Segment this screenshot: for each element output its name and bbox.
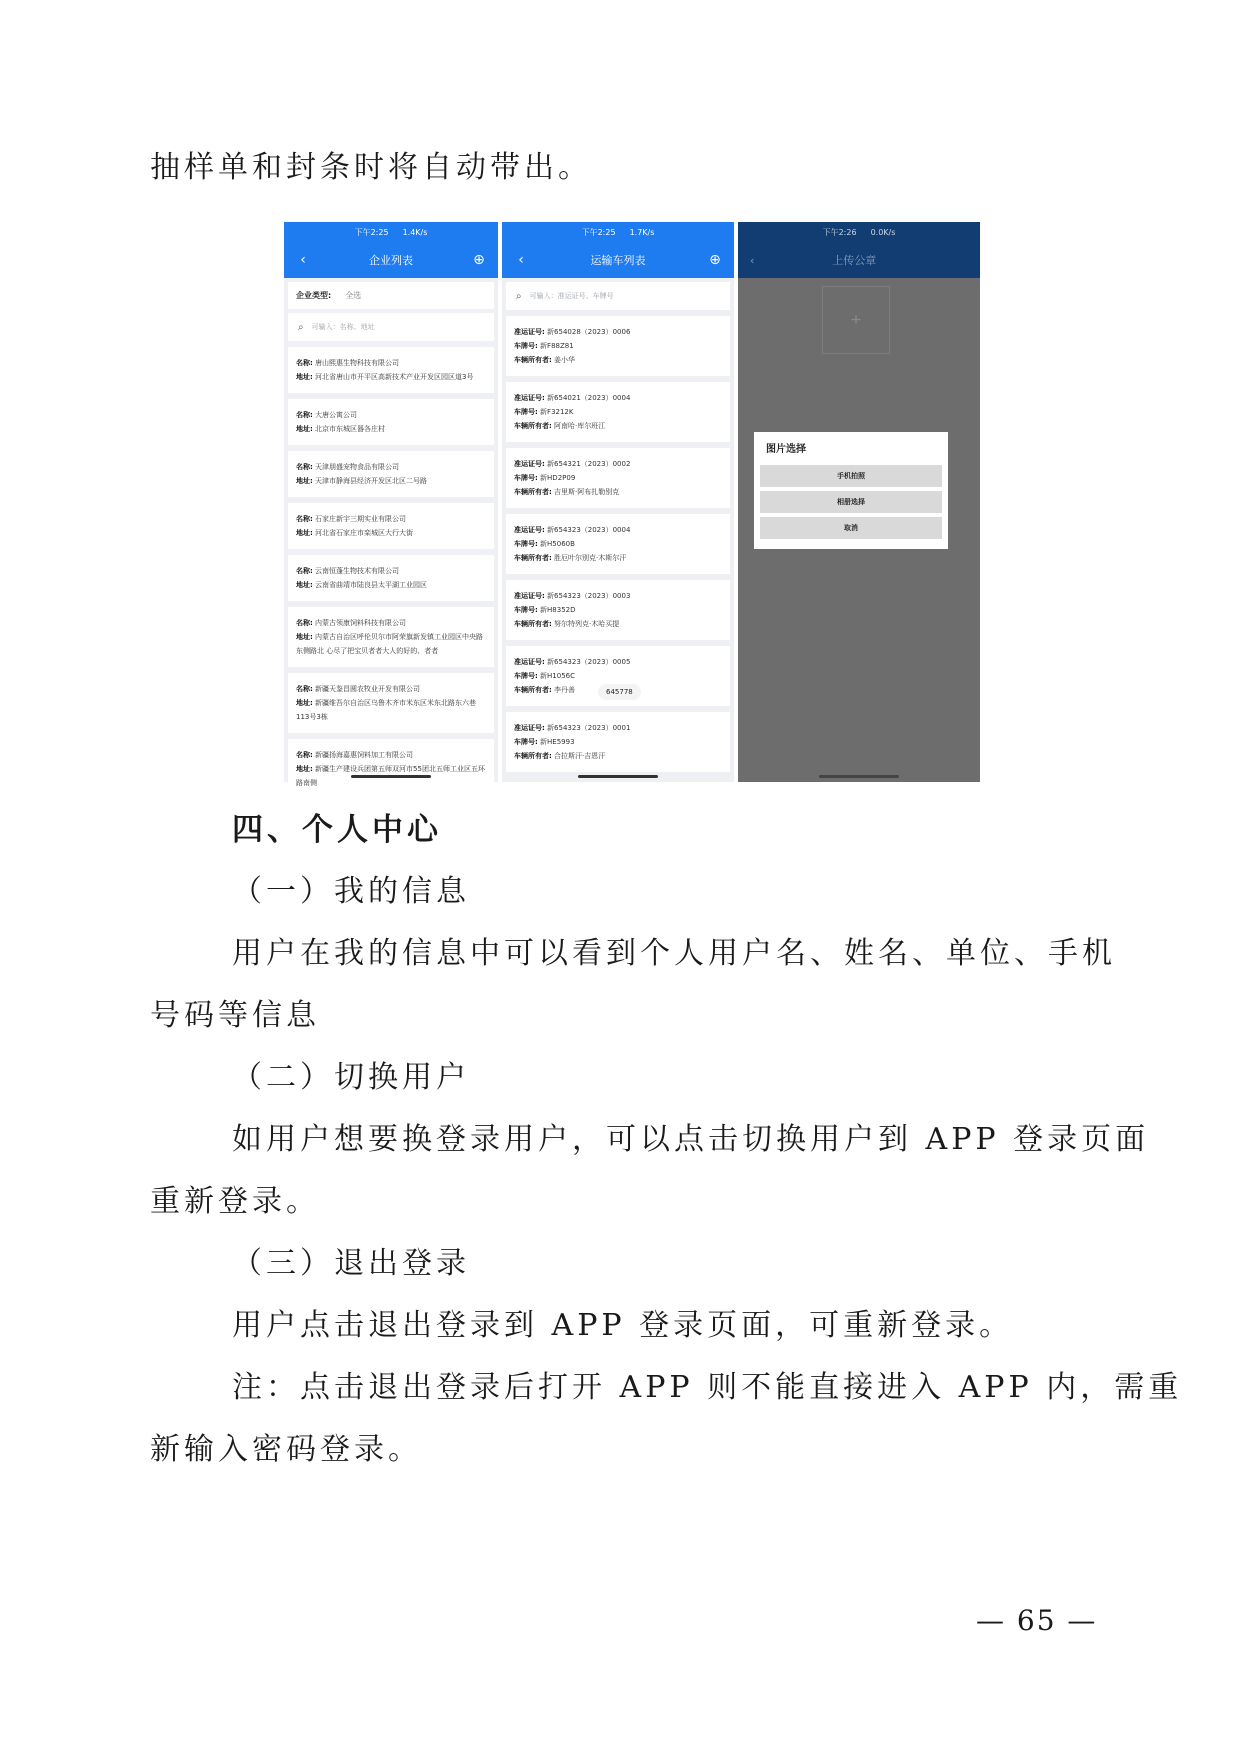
search-icon: ⌕: [298, 321, 304, 333]
vehicle-owner: 吉里斯·阿布扎勒别克: [554, 488, 620, 496]
owner-label: 车辆所有者:: [514, 620, 552, 628]
name-label: 名称:: [296, 567, 313, 575]
paragraph-switch-user-line1: 如用户想要换登录用户，可以点击切换用户到 APP 登录页面: [232, 1122, 1150, 1157]
choose-album-button[interactable]: 相册选择: [760, 491, 942, 513]
name-label: 名称:: [296, 359, 313, 367]
enterprise-name: 天津朋盛宠物食品有限公司: [315, 463, 400, 471]
enterprise-name: 新疆扬海嘉惠饲料加工有限公司: [315, 751, 414, 759]
owner-label: 车辆所有者:: [514, 356, 552, 364]
subheading-switch-user: （二）切换用户: [232, 1060, 470, 1095]
enterprise-address: 天津市静海县经济开发区北区二号路: [315, 477, 428, 485]
upload-seal-screen: [738, 222, 980, 782]
title-bar: [738, 242, 980, 278]
title-bar: [502, 242, 734, 278]
name-label: 名称:: [296, 685, 313, 693]
add-circle-icon[interactable]: ⊕: [473, 252, 485, 268]
permit-label: 准运证号:: [514, 460, 545, 468]
back-icon[interactable]: ‹: [518, 252, 524, 268]
enterprise-card[interactable]: [288, 399, 494, 445]
plate-number: 新HD2P09: [540, 474, 576, 482]
owner-label: 车辆所有者:: [514, 752, 552, 760]
enterprise-card[interactable]: [288, 347, 494, 393]
plate-number: 新F3212K: [540, 408, 574, 416]
back-icon[interactable]: ‹: [300, 252, 306, 268]
vehicle-owner: 合拉斯汗·吉恩汗: [554, 752, 606, 760]
filter-label: 企业类型:: [296, 291, 332, 300]
name-label: 名称:: [296, 515, 313, 523]
enterprise-address: 内蒙古自治区呼伦贝尔市阿荣旗新发镇工业园区中央路东侧路北 心尽了把宝贝者者大人的好的、者者: [296, 633, 484, 655]
screen-title: 运输车列表: [590, 254, 646, 267]
gesture-bar: [578, 775, 658, 778]
title-bar: [284, 242, 498, 278]
enterprise-address: 新疆生产建设兵团第五师双河市55团北五师工业区五环路南侧: [296, 765, 485, 787]
name-label: 名称:: [296, 619, 313, 627]
enterprise-type-filter[interactable]: [288, 282, 494, 309]
search-placeholder: 可输入：名称、地址: [311, 323, 375, 331]
search-field[interactable]: [506, 282, 730, 310]
enterprise-name: 唐山熙惠生物科技有限公司: [315, 359, 400, 367]
enterprise-address: 北京市东城区器各庄村: [315, 425, 386, 433]
filter-value: 全选: [345, 291, 362, 300]
vehicle-list: [502, 316, 734, 772]
plate-number: 新H5060B: [540, 540, 575, 548]
plate-number: 新HE5993: [540, 738, 575, 746]
subheading-logout: （三）退出登录: [232, 1246, 470, 1281]
back-icon[interactable]: ‹: [750, 253, 755, 267]
plate-label: 车牌号:: [514, 540, 538, 548]
enterprise-card[interactable]: [288, 451, 494, 497]
name-label: 名称:: [296, 411, 313, 419]
cancel-button[interactable]: 取消: [760, 517, 942, 539]
enterprise-address: 新疆维吾尔自治区乌鲁木齐市米东区米东北路东六巷113号3栋: [296, 699, 477, 721]
status-speed: 1.4K/s: [402, 227, 428, 237]
enterprise-address: 云南省曲靖市陆良县太平湖工业园区: [315, 581, 428, 589]
enterprise-card[interactable]: [288, 739, 494, 799]
status-bar: [284, 222, 498, 242]
permit-label: 准运证号:: [514, 526, 545, 534]
address-label: 地址:: [296, 581, 313, 589]
enterprise-address: 河北省石家庄市栾城区大行大街: [315, 529, 414, 537]
enterprise-card[interactable]: [288, 673, 494, 733]
vehicle-list-screen: [502, 222, 734, 782]
enterprise-name: 大唐公寓公司: [315, 411, 358, 419]
enterprise-name: 内蒙古领康饲料科技有限公司: [315, 619, 407, 627]
plate-label: 车牌号:: [514, 474, 538, 482]
enterprise-address: 河北省唐山市开平区高新技术产业开发区园区道3号: [315, 373, 474, 381]
status-speed: 1.7K/s: [629, 227, 655, 237]
owner-label: 车辆所有者:: [514, 488, 552, 496]
status-time: 下午2:25: [581, 227, 616, 237]
plate-label: 车牌号:: [514, 738, 538, 746]
status-speed: 0.0K/s: [870, 227, 896, 237]
status-time: 下午2:26: [822, 227, 857, 237]
status-time: 下午2:25: [354, 227, 389, 237]
address-label: 地址:: [296, 425, 313, 433]
search-placeholder: 可输入：准运证号、车牌号: [529, 292, 614, 300]
vehicle-owner: 阿南哈·库尔班江: [554, 422, 606, 430]
section-heading: 四、个人中心: [232, 812, 442, 848]
owner-label: 车辆所有者:: [514, 422, 552, 430]
plate-number: 新F88Z81: [540, 342, 574, 350]
add-circle-icon[interactable]: ⊕: [709, 252, 721, 268]
permit-label: 准运证号:: [514, 658, 545, 666]
enterprise-list: [284, 347, 498, 799]
permit-number: 新654323（2023）0001: [547, 724, 631, 732]
vehicle-card[interactable]: [506, 316, 730, 376]
permit-label: 准运证号:: [514, 724, 545, 732]
note-line2: 新输入密码登录。: [150, 1432, 422, 1467]
vehicle-owner: 李丹善: [554, 686, 576, 694]
permit-number: 新654028（2023）0006: [547, 328, 631, 336]
enterprise-card[interactable]: [288, 555, 494, 601]
owner-label: 车辆所有者:: [514, 554, 552, 562]
search-icon: ⌕: [516, 290, 522, 302]
permit-number: 新654021（2023）0004: [547, 394, 631, 402]
subheading-my-info: （一）我的信息: [232, 874, 470, 909]
paragraph-logout: 用户点击退出登录到 APP 登录页面，可重新登录。: [232, 1308, 1014, 1343]
permit-number: 新654323（2023）0003: [547, 592, 631, 600]
intro-tail-text: 抽样单和封条时将自动带出。: [150, 150, 592, 185]
vehicle-card[interactable]: [506, 712, 730, 772]
permit-number: 新654323（2023）0005: [547, 658, 631, 666]
status-bar: [738, 222, 980, 242]
toast-message: 645778: [598, 684, 641, 700]
address-label: 地址:: [296, 765, 313, 773]
gesture-bar: [819, 775, 899, 778]
image-picker-sheet: [754, 432, 948, 549]
screen-title: 企业列表: [369, 254, 413, 267]
owner-label: 车辆所有者:: [514, 686, 552, 694]
address-label: 地址:: [296, 529, 313, 537]
vehicle-card[interactable]: [506, 514, 730, 574]
plate-number: 新H1056C: [540, 672, 576, 680]
paragraph-my-info-line2: 号码等信息: [150, 998, 320, 1033]
address-label: 地址:: [296, 633, 313, 641]
screen-title: 上传公章: [832, 254, 877, 267]
enterprise-name: 新疆天鉴昌圆农牧业开发有限公司: [315, 685, 421, 693]
take-photo-button[interactable]: 手机拍照: [760, 465, 942, 487]
vehicle-owner: 努尔特列克·木哈买提: [554, 620, 620, 628]
permit-label: 准运证号:: [514, 394, 545, 402]
picker-title: 图片选择: [766, 444, 806, 455]
address-label: 地址:: [296, 699, 313, 707]
vehicle-card[interactable]: [506, 580, 730, 640]
permit-number: 新654323（2023）0004: [547, 526, 631, 534]
plate-label: 车牌号:: [514, 408, 538, 416]
upload-image-slot[interactable]: +: [822, 286, 890, 354]
vehicle-card[interactable]: [506, 382, 730, 442]
plate-number: 新H8352D: [540, 606, 576, 614]
address-label: 地址:: [296, 373, 313, 381]
enterprise-name: 云南恒蓬生物技术有限公司: [315, 567, 400, 575]
vehicle-card[interactable]: [506, 448, 730, 508]
page-number: — 65 —: [976, 1604, 1098, 1637]
vehicle-owner: 姜小华: [554, 356, 576, 364]
name-label: 名称:: [296, 751, 313, 759]
permit-label: 准运证号:: [514, 592, 545, 600]
plate-label: 车牌号:: [514, 672, 538, 680]
enterprise-name: 石家庄新宇三期实业有限公司: [315, 515, 407, 523]
paragraph-switch-user-line2: 重新登录。: [150, 1184, 320, 1219]
enterprise-card[interactable]: [288, 503, 494, 549]
plate-label: 车牌号:: [514, 606, 538, 614]
enterprise-list-screen: [284, 222, 498, 787]
note-line1: 注：点击退出登录后打开 APP 则不能直接进入 APP 内，需重: [232, 1370, 1183, 1405]
plate-label: 车牌号:: [514, 342, 538, 350]
name-label: 名称:: [296, 463, 313, 471]
status-bar: [502, 222, 734, 242]
search-field[interactable]: [288, 313, 494, 341]
gesture-bar: [351, 775, 431, 778]
address-label: 地址:: [296, 477, 313, 485]
paragraph-my-info-line1: 用户在我的信息中可以看到个人用户名、姓名、单位、手机: [232, 936, 1116, 971]
permit-label: 准运证号:: [514, 328, 545, 336]
enterprise-card[interactable]: [288, 607, 494, 667]
permit-number: 新654321（2023）0002: [547, 460, 631, 468]
vehicle-owner: 胜厄叶尔别克·木斯尔汗: [554, 554, 627, 562]
